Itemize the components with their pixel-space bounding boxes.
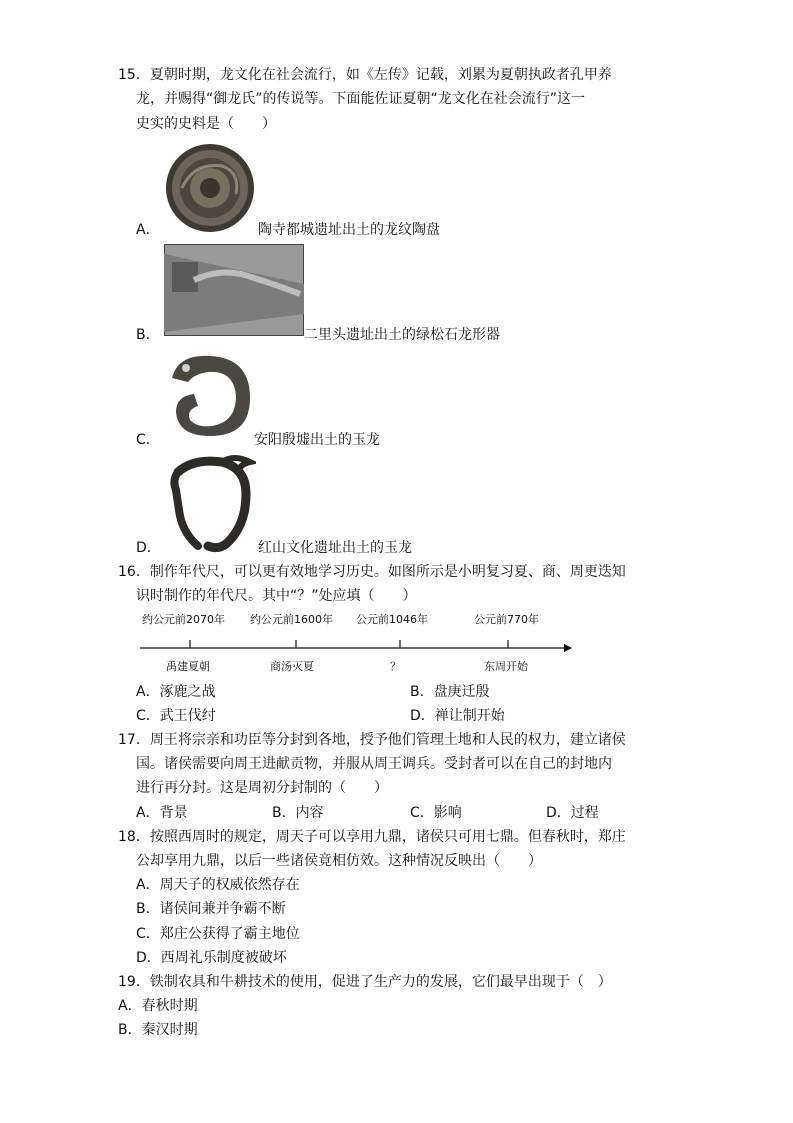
q18-option-b: B．诸侯间兼并争霸不断: [136, 901, 286, 917]
q16-line-1: 16．制作年代尺，可以更有效地学习历史。如图所示是小明复习夏、商、周更迭知: [118, 564, 626, 580]
q17-option-c: C．影响: [410, 805, 462, 821]
timeline-event-2: 商汤灭夏: [270, 660, 314, 673]
timeline-event-3: ？: [390, 660, 401, 673]
q15-option-d-caption: 红山文化遗址出土的玉龙: [258, 540, 412, 556]
q15-line-1: 15．夏朝时期，龙文化在社会流行，如《左传》记载，刘累为夏朝执政者孔甲养: [118, 67, 612, 83]
q19-option-b: B．秦汉时期: [118, 1022, 198, 1038]
q17-line-2: 国。诸侯需要向周王进献贡物，并服从周王调兵。受封者可以在自己的封地内: [136, 756, 612, 772]
q15-option-b-caption: 二里头遗址出土的绿松石龙形器: [304, 327, 500, 343]
hongshan-jade-dragon-image: [164, 454, 256, 554]
timeline-axis: [130, 636, 580, 656]
jade-dragon-yinxu-image: [164, 348, 256, 440]
timeline: [130, 610, 590, 680]
q15-option-d-letter: D．: [136, 540, 161, 556]
q16-option-a: A．涿鹿之战: [136, 684, 216, 700]
q15-line-2: 龙，并赐得“御龙氏”的传说等。下面能佐证夏朝“龙文化在社会流行”这一: [136, 91, 586, 107]
q19-line-1: 19．铁制农具和牛耕技术的使用，促进了生产力的发展，它们最早出现于（ ）: [118, 974, 612, 990]
q16-option-c: C．武王伐纣: [136, 708, 216, 724]
q15-option-b-letter: B．: [136, 327, 160, 343]
q17-option-d: D．过程: [546, 805, 599, 821]
dragon-pottery-plate-image: [164, 142, 256, 234]
q15-option-c-letter: C．: [136, 432, 160, 448]
q17-line-3: 进行再分封。这是周初分封制的（ ）: [136, 780, 388, 796]
q17-line-1: 17．周王将宗亲和功臣等分封到各地，授予他们管理土地和人民的权力，建立诸侯: [118, 732, 626, 748]
q18-line-1: 18．按照西周时的规定，周天子可以享用九鼎，诸侯只可用七鼎。但春秋时，郑庄: [118, 829, 626, 845]
timeline-event-1: 禹建夏朝: [166, 660, 210, 673]
timeline-date-4: 公元前770年: [474, 613, 539, 626]
q15-option-c-caption: 安阳殷墟出土的玉龙: [254, 432, 380, 448]
q18-option-c: C．郑庄公获得了霸主地位: [136, 926, 300, 942]
q17-option-b: B．内容: [272, 805, 324, 821]
q15-line-3: 史实的史料是（ ）: [136, 116, 276, 132]
timeline-date-2: 约公元前1600年: [250, 613, 333, 626]
q15-option-a-letter: A．: [136, 222, 160, 238]
q17-option-a: A．背景: [136, 805, 188, 821]
q16-option-b: B．盘庚迁殷: [410, 684, 490, 700]
q19-option-a: A．春秋时期: [118, 998, 198, 1014]
q15-option-a-caption: 陶寺都城遗址出土的龙纹陶盘: [258, 222, 440, 238]
q16-line-2: 识时制作的年代尺。其中“？”处应填（ ）: [136, 588, 417, 604]
q18-option-d: D．西周礼乐制度被破坏: [136, 950, 287, 966]
q18-option-a: A．周天子的权威依然存在: [136, 877, 300, 893]
timeline-event-4: 东周开始: [484, 660, 528, 673]
timeline-date-3: 公元前1046年: [356, 613, 428, 626]
timeline-date-1: 约公元前2070年: [142, 613, 225, 626]
q18-line-2: 公却享用九鼎，以后一些诸侯竟相仿效。这种情况反映出（ ）: [136, 853, 542, 869]
turquoise-dragon-image: [164, 244, 304, 336]
q16-option-d: D．禅让制开始: [410, 708, 505, 724]
